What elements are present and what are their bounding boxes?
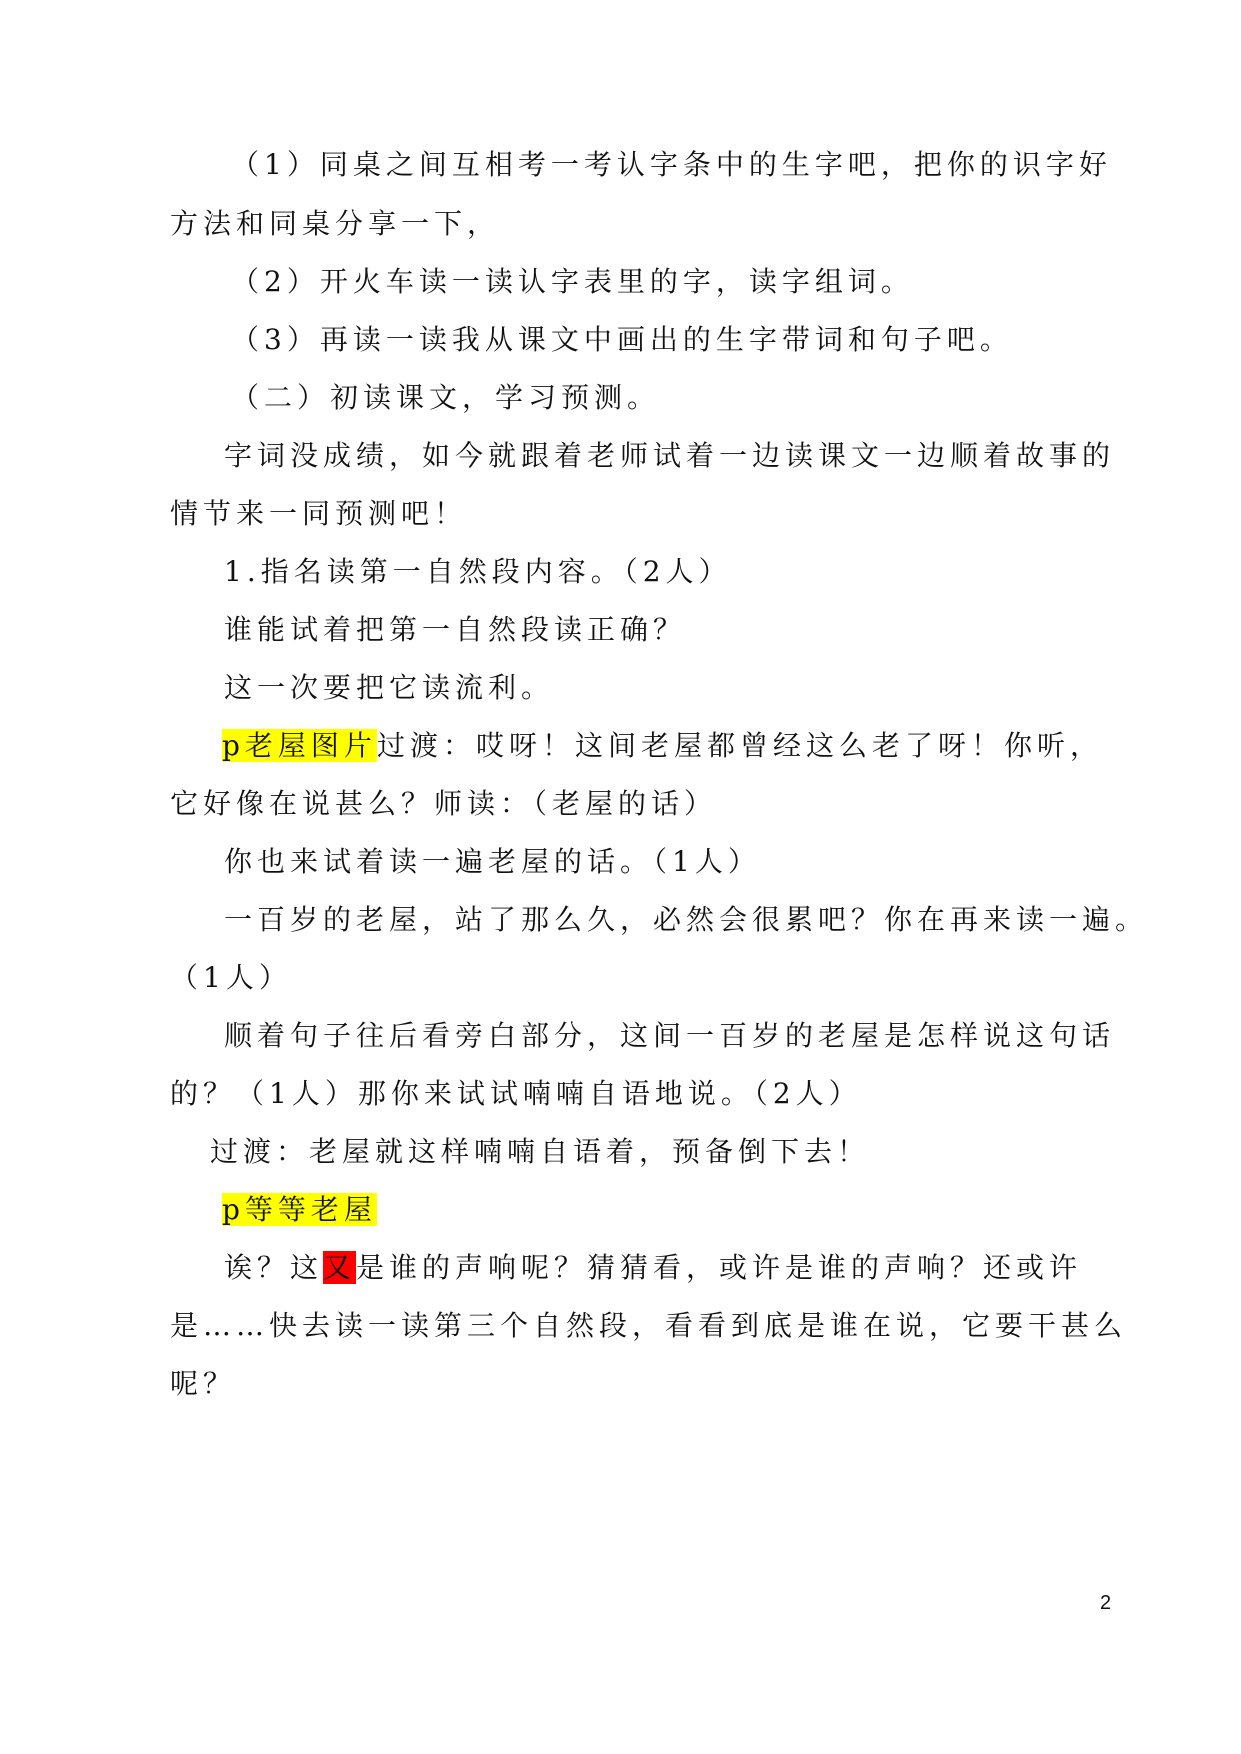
para-15-text-a: 诶？这 [224,1251,324,1284]
para-10: 你也来试着读一遍老屋的话。（1人） [224,845,761,878]
para-15-line-2: 是……快去读一读第三个自然段，看看到底是谁在说，它要干甚么 [170,1309,1128,1342]
para-13: 过渡：老屋就这样喃喃自语着，预备倒下去！ [210,1135,871,1168]
para-6: 1.指名读第一自然段内容。（2人） [224,555,732,588]
para-2: （2）开火车读一读认字表里的字，读字组词。 [231,265,914,298]
section-heading: （二）初读课文，学习预测。 [231,381,661,414]
para-9-text: 过渡：哎呀！这间老屋都曾经这么老了呀！你听， [376,729,1103,762]
para-11-line-2: （1人） [170,961,292,994]
para-12-line-1: 顺着句子往后看旁白部分，这间一百岁的老屋是怎样说这句话 [224,1019,1116,1052]
para-14 [222,1190,377,1230]
para-1-line-1: （1）同桌之间互相考一考认字条中的生字吧，把你的识字好 [231,148,1112,181]
highlight-red-char: 又 [323,1251,357,1284]
para-11-line-1: 一百岁的老屋，站了那么久，必然会很累吧？你在再来读一遍。 [224,903,1149,936]
para-9-line-1 [222,726,1103,766]
para-7: 谁能试着把第一自然段读正确？ [224,613,687,646]
para-1-line-2: 方法和同桌分享一下， [170,207,501,240]
highlight-slide-note-2: p等等老屋 [222,1193,377,1226]
page-number: 2 [1100,1592,1112,1614]
para-3: （3）再读一读我从课文中画出的生字带词和句子吧。 [231,323,1013,356]
highlight-slide-note: p老屋图片 [222,729,377,762]
para-9-line-2: 它好像在说甚么？师读：（老屋的话） [170,787,718,820]
para-15-text-b: 是谁的声响呢？猜猜看，或许是谁的声响？还或许 [356,1251,1083,1284]
para-15-line-1 [224,1248,1082,1288]
para-8: 这一次要把它读流利。 [224,671,555,704]
para-12-line-2: 的？（1人）那你来试试喃喃自语地说。（2人） [170,1077,862,1110]
para-5-line-2: 情节来一同预测吧！ [170,497,468,530]
para-5-line-1: 字词没成绩，如今就跟着老师试着一边读课文一边顺着故事的 [224,439,1116,472]
para-15-line-3: 呢？ [170,1367,237,1400]
